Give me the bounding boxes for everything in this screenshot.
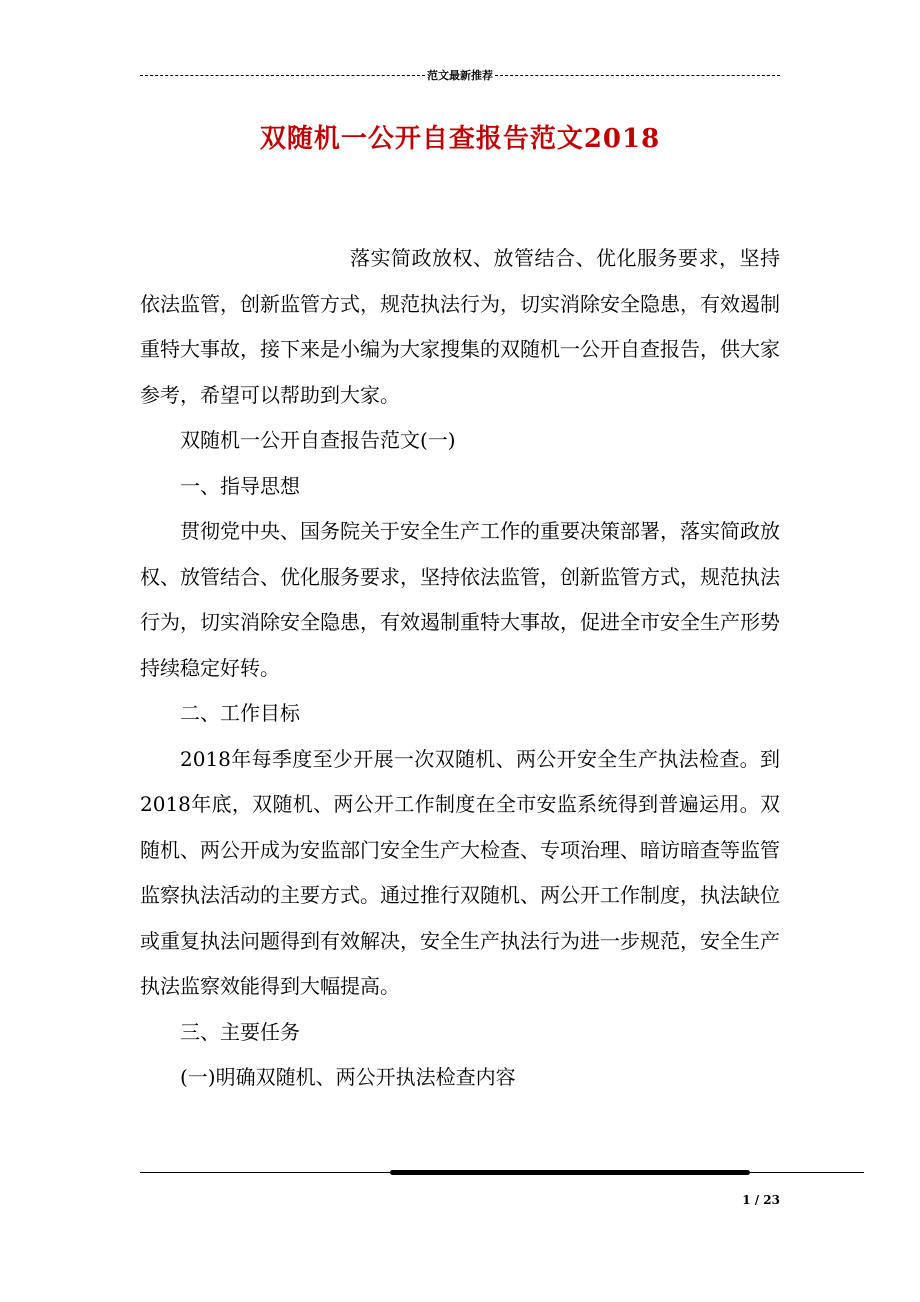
page-number: 1 / 23 [742, 1193, 780, 1207]
body-paragraph: 2018年每季度至少开展一次双随机、两公开安全生产执法检查。到2018年底，双随机、两公开工作制度在全市安监系统得到普遍运用。双随机、两公开成为安监部门安全生产大检查、专项治理、暗访暗查等监管监察执法活动的主要方式。通过推行双随机、两公开工作制度，执法缺位或重复执法问题得到有效解决，安全生产执法行为进一步规范，安全生产执法监察效能得到大幅提高。 [140, 746, 780, 998]
section-heading-work-goals: 二、工作目标 [180, 701, 300, 725]
section-heading-sample-one: 双随机一公开自查报告范文(一) [180, 428, 456, 452]
section-heading-guiding-ideology: 一、指导思想 [180, 473, 300, 498]
page-header [140, 64, 780, 86]
header-dash-right [495, 75, 780, 76]
document-title: 双随机一公开自查报告范文2018 [259, 124, 661, 154]
intro-paragraph: 落实简政放权、放管结合、优化服务要求，坚持依法监管，创新监管方式，规范执法行为，切实消除安全隐患，有效遏制重特大事故，接下来是小编为大家搜集的双随机一公开自查报告，供大家参考，希望可以帮助到大家。 [140, 246, 780, 407]
body-paragraph: 贯彻党中央、国务院关于安全生产工作的重要决策部署，落实简政放权、放管结合、优化服务要求，坚持依法监管，创新监管方式，规范执法行为，切实消除安全隐患，有效遏制重特大事故，促进全市安全生产形势持续稳定好转。 [140, 519, 780, 680]
header-dash-left [140, 75, 425, 76]
section-heading-main-tasks: 三、主要任务 [180, 1019, 300, 1044]
header-label: 范文最新推荐 [427, 69, 493, 82]
footer-divider-thick-line [390, 1170, 750, 1175]
footer-divider [140, 1170, 864, 1176]
document-body [140, 236, 780, 1101]
subsection-heading: (一)明确双随机、两公开执法检查内容 [180, 1065, 516, 1089]
